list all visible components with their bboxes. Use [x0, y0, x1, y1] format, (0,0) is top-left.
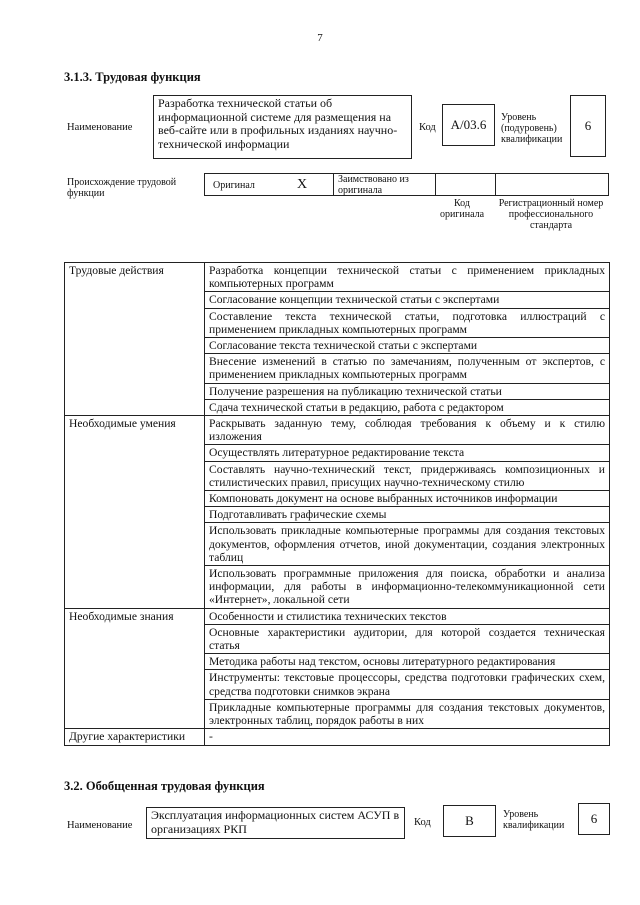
code-label: Код [419, 122, 436, 133]
row-item: Подготавливать графические схемы [205, 507, 610, 523]
row-item: Основные характеристики аудитории, для которой создается техническая статья [205, 624, 610, 653]
section-heading: 3.2. Обобщенная трудовая функция [64, 779, 265, 793]
level-label: Уровень квалификации [503, 809, 565, 831]
row-item: Прикладные компьютерные программы для создания текстовых документов, электронных таблиц, порядок работы в них [205, 699, 610, 728]
row-item: Осуществлять литературное редактирование текста [205, 445, 610, 461]
origin-row [204, 173, 609, 196]
table-row [65, 263, 610, 292]
level-label: Уровень (подуровень) квалификации [501, 112, 563, 145]
code-value: A/03.6 [442, 104, 495, 146]
name-label: Наименование [67, 820, 133, 831]
table-row [65, 729, 610, 745]
row-item: Инструменты: текстовые процессоры, средства подготовки графических схем, средства подготовки снимков экрана [205, 670, 610, 699]
row-item: Сдача технической статьи в редакцию, работа с редактором [205, 399, 610, 415]
code-label: Код [414, 817, 431, 828]
code-caption: Код оригинала [439, 198, 485, 220]
level-value: 6 [578, 803, 610, 835]
row-item: Составлять научно-технический текст, придерживаясь композиционных и стилистических правил, присущих научно-техническому стилю [205, 461, 610, 490]
level-value: 6 [570, 95, 606, 157]
row-group-label: Необходимые умения [65, 416, 205, 609]
row-group-label: Другие характеристики [65, 729, 205, 745]
row-item: Особенности и стилистика технических текстов [205, 608, 610, 624]
row-item: Согласование текста технической статьи с экспертами [205, 338, 610, 354]
row-group-label: Необходимые знания [65, 608, 205, 729]
row-item: Согласование концепции технической статьи с экспертами [205, 292, 610, 308]
row-item: Компоновать документ на основе выбранных источников информации [205, 491, 610, 507]
table-row [65, 416, 610, 445]
row-item: Составление текста технической статьи, подготовка иллюстраций с применением прикладных компьютерных программ [205, 308, 610, 337]
original-label: Оригинал [213, 180, 255, 191]
generalized-function-name-box: Эксплуатация информационных систем АСУП в организациях РКП [146, 807, 405, 839]
reg-caption: Регистрационный номер профессионального стандарта [498, 198, 604, 231]
name-label: Наименование [67, 122, 133, 133]
row-item: Раскрывать заданную тему, соблюдая требования к объему и к стилю изложения [205, 416, 610, 445]
divider [495, 173, 496, 196]
original-mark: X [297, 177, 308, 192]
borrowed-label: Заимствовано из оригинала [338, 174, 409, 196]
divider [333, 173, 334, 196]
table-row [65, 608, 610, 624]
row-item: Внесение изменений в статью по замечаниям, полученным от экспертов, с применением прикладных компьютерных программ [205, 354, 610, 383]
divider [435, 173, 436, 196]
row-item: Разработка концепции технической статьи с применением прикладных компьютерных программ [205, 263, 610, 292]
row-item: - [205, 729, 610, 745]
origin-label: Происхождение трудовой функции [67, 177, 177, 199]
row-item: Получение разрешения на публикацию технической статьи [205, 383, 610, 399]
row-item: Использовать прикладные компьютерные программы для создания текстовых документов, оформления отчетов, иной документации, создания электронных таблиц [205, 523, 610, 566]
row-item: Методика работы над текстом, основы литературного редактирования [205, 654, 610, 670]
function-details-table [64, 262, 610, 746]
page-number: 7 [317, 32, 323, 44]
code-value: B [443, 805, 496, 837]
row-group-label: Трудовые действия [65, 263, 205, 416]
row-item: Использовать программные приложения для поиска, обработки и анализа информации, для работы в информационно-телекоммуникационной сети «Интернет», локальной сети [205, 566, 610, 609]
section-heading: 3.1.3. Трудовая функция [64, 70, 201, 84]
function-name-box: Разработка технической статьи об информационной системе для размещения на веб-сайте или в профильных изданиях научно-технической информации [153, 95, 412, 159]
